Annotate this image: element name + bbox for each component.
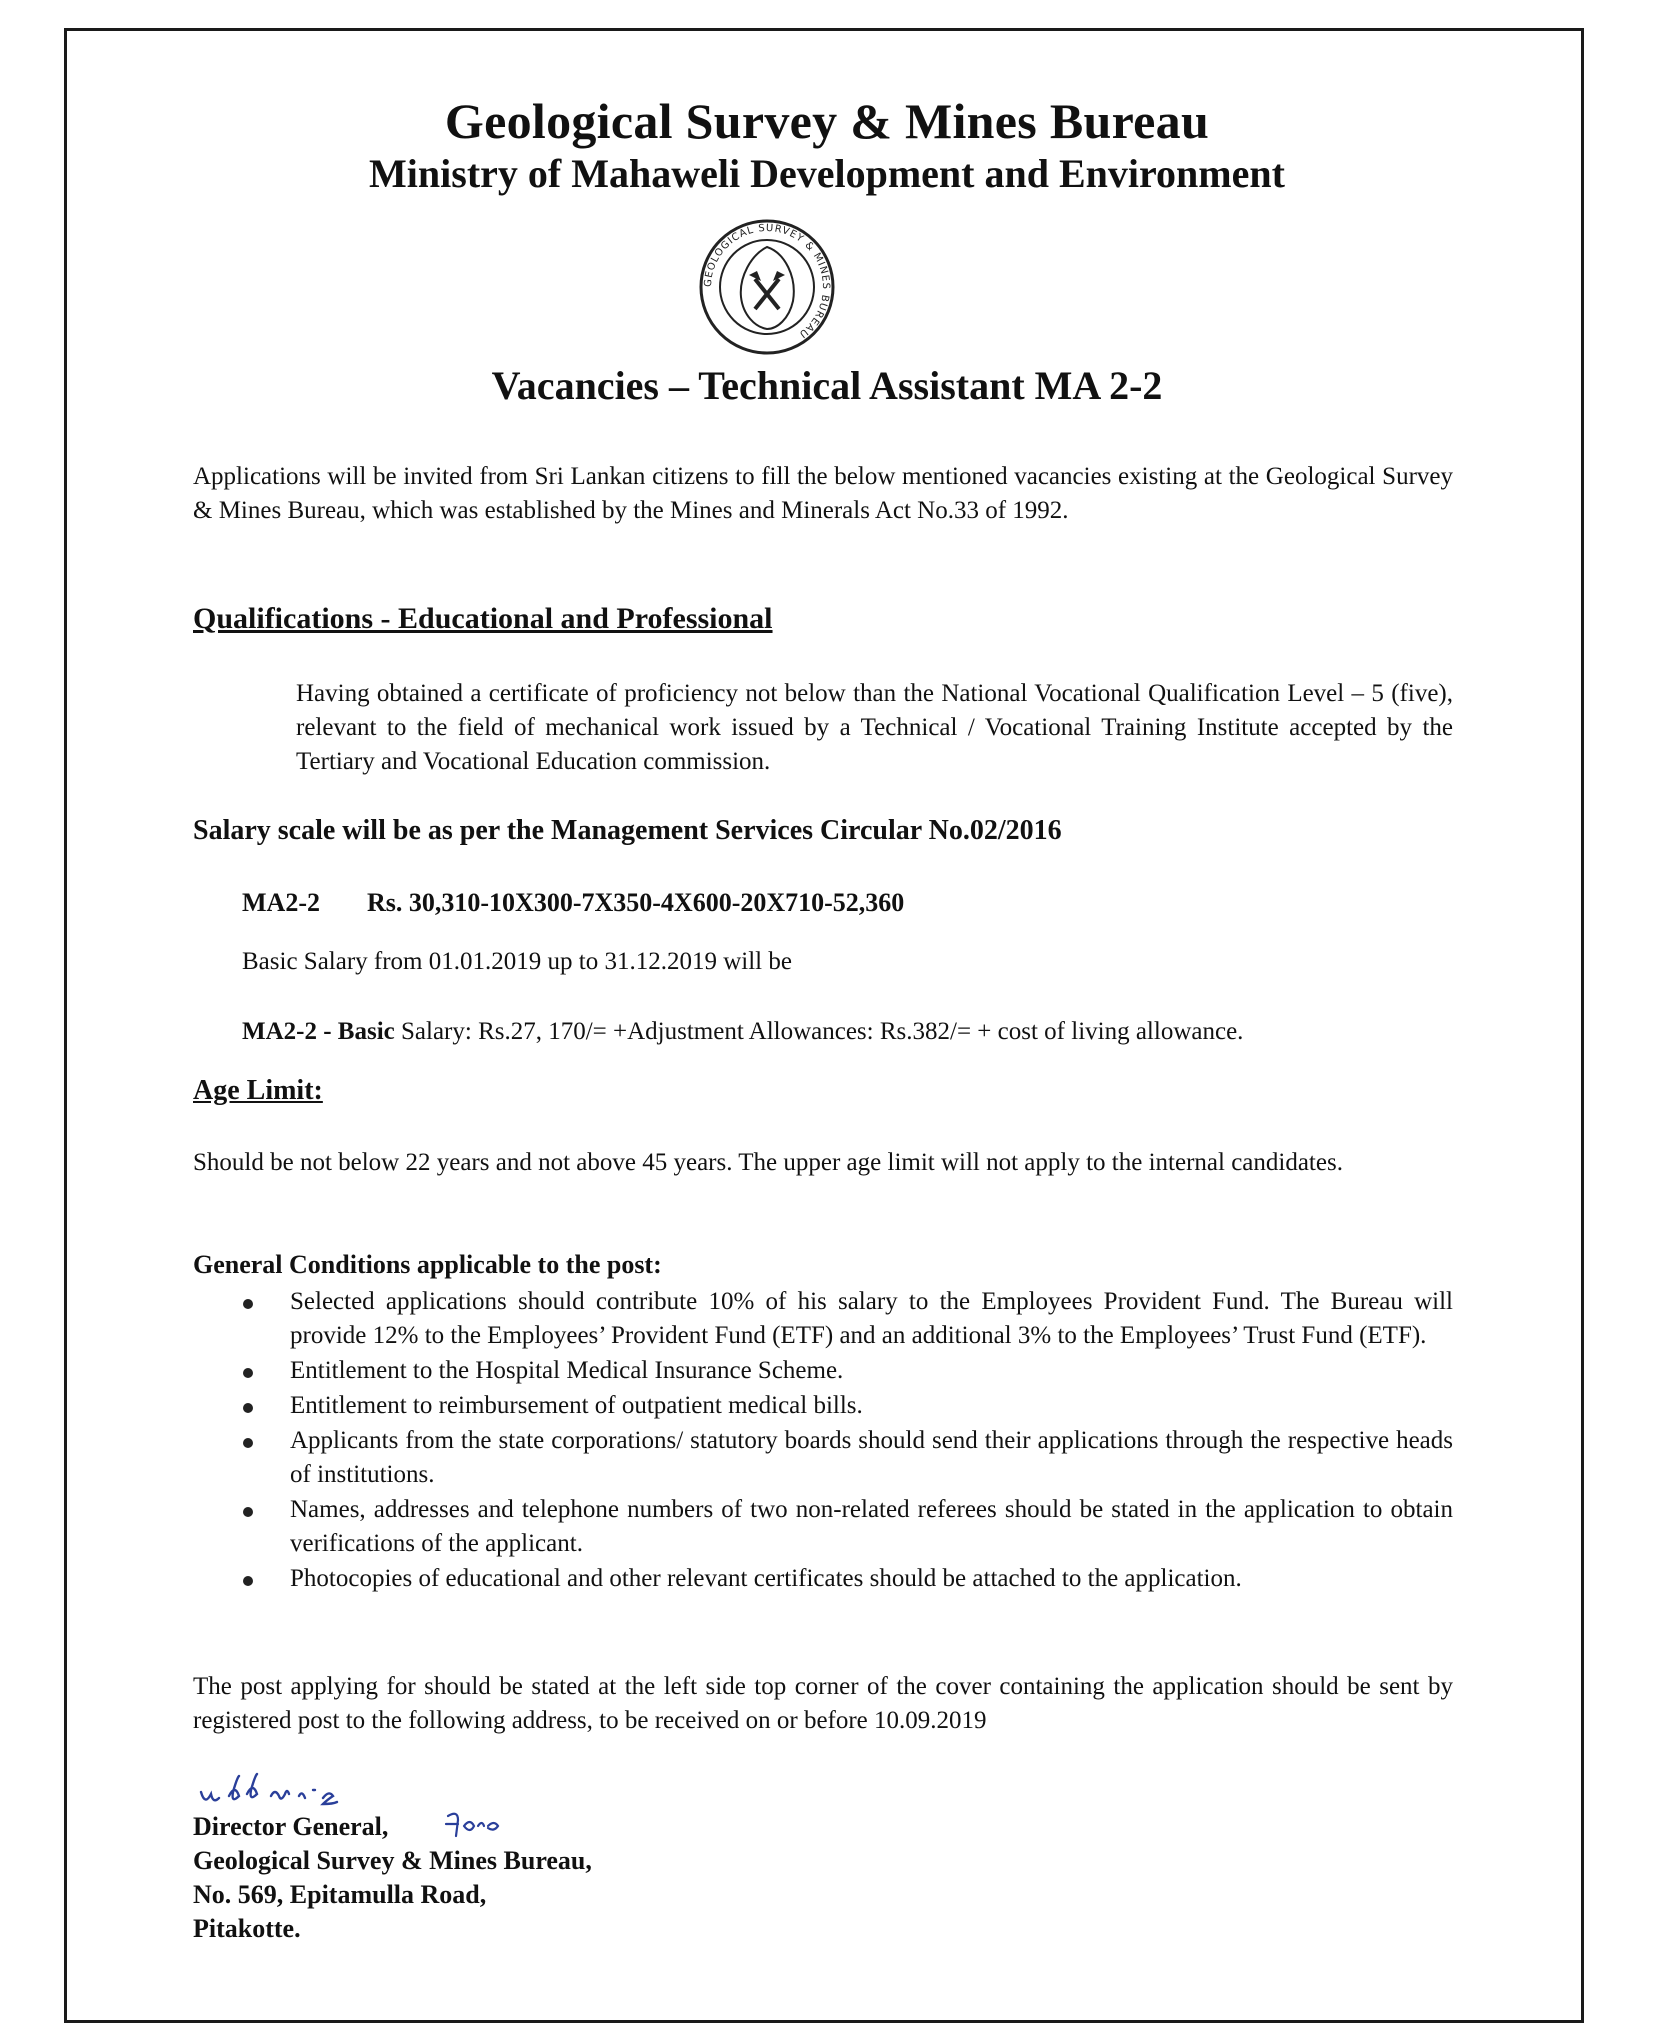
address-line1: Director General,: [193, 1812, 389, 1841]
bullet-icon: [243, 1576, 253, 1586]
gsmb-seal-icon: [697, 217, 837, 357]
conditions-list: [243, 1285, 1453, 1597]
address-line4: Pitakotte.: [193, 1914, 301, 1943]
closing-paragraph: The post applying for should be stated at the left side top corner of the cover containing the application should be sent by registered post to the following address, to be received on or before 10.09.2019: [193, 1673, 1453, 1734]
salary-scale-row: [242, 888, 904, 918]
bullet-icon: [243, 1507, 253, 1517]
address-line2: Geological Survey & Mines Bureau,: [193, 1846, 592, 1875]
list-item: Applicants from the state corporations/ statutory boards should send their applications through the respective heads of institutions.: [243, 1424, 1453, 1492]
bullet-icon: [243, 1403, 253, 1413]
list-item: Selected applications should contribute 10% of his salary to the Employees Provident Fund. The Bureau will provide 12% to the Employees’ Provident Fund (ETF) and an additional 3% to the Employees’ Trust Fund (ETF).: [243, 1285, 1453, 1353]
address-block: [193, 1810, 592, 1946]
handwritten-for-note: [442, 1808, 502, 1838]
salary-heading: Salary scale will be as per the Management Services Circular No.02/2016: [193, 815, 1062, 846]
basic-salary-detail: [242, 1018, 1243, 1046]
basic-salary-detail-label: MA2-2 - Basic: [242, 1018, 395, 1045]
list-item: Entitlement to reimbursement of outpatient medical bills.: [243, 1389, 1453, 1423]
basic-salary-detail-text: Salary: Rs.27, 170/= +Adjustment Allowances: Rs.382/= + cost of living allowance.: [394, 1018, 1244, 1045]
conditions-heading: General Conditions applicable to the post:: [193, 1250, 662, 1279]
intro-paragraph: Applications will be invited from Sri Lankan citizens to fill the below mentioned vacancies existing at the Geological Survey & Mines Bureau, which was established by the Mines and Minerals Act No.33 of 1992.: [193, 463, 1453, 524]
basic-salary-line: Basic Salary from 01.01.2019 up to 31.12.2019 will be: [242, 948, 792, 975]
qualifications-heading: Qualifications - Educational and Professional: [193, 602, 773, 635]
salary-scale: Rs. 30,310-10X300-7X350-4X600-20X710-52,360: [367, 888, 905, 917]
bullet-icon: [243, 1438, 253, 1448]
address-line3: No. 569, Epitamulla Road,: [193, 1880, 487, 1909]
list-item: Entitlement to the Hospital Medical Insurance Scheme.: [243, 1354, 1453, 1388]
seal-text: GEOLOGICAL SURVEY & MINES BUREAU: [702, 222, 832, 340]
org-title: Geological Survey & Mines Bureau: [444, 93, 1210, 149]
salary-code: MA2-2: [242, 888, 320, 917]
list-item: Photocopies of educational and other relevant certificates should be attached to the application.: [243, 1562, 1453, 1596]
list-item: Names, addresses and telephone numbers of two non-related referees should be stated in the application to obtain verifications of the applicant.: [243, 1493, 1453, 1561]
ministry-title: Ministry of Mahaweli Development and Environment: [369, 151, 1285, 196]
age-limit-heading: Age Limit:: [193, 1075, 323, 1106]
bullet-icon: [243, 1368, 253, 1378]
age-limit-text: Should be not below 22 years and not above 45 years. The upper age limit will not apply to the internal candidates.: [193, 1149, 1343, 1176]
vacancy-title: Vacancies – Technical Assistant MA 2-2: [491, 363, 1163, 408]
bullet-icon: [243, 1299, 253, 1309]
qualifications-text: Having obtained a certificate of proficiency not below than the National Vocational Qualification Level – 5 (five), relevant to the field of mechanical work issued by a Technical / Vocational Training Institute accepted by the Tertiary and Vocational Education commission.: [296, 680, 1453, 775]
